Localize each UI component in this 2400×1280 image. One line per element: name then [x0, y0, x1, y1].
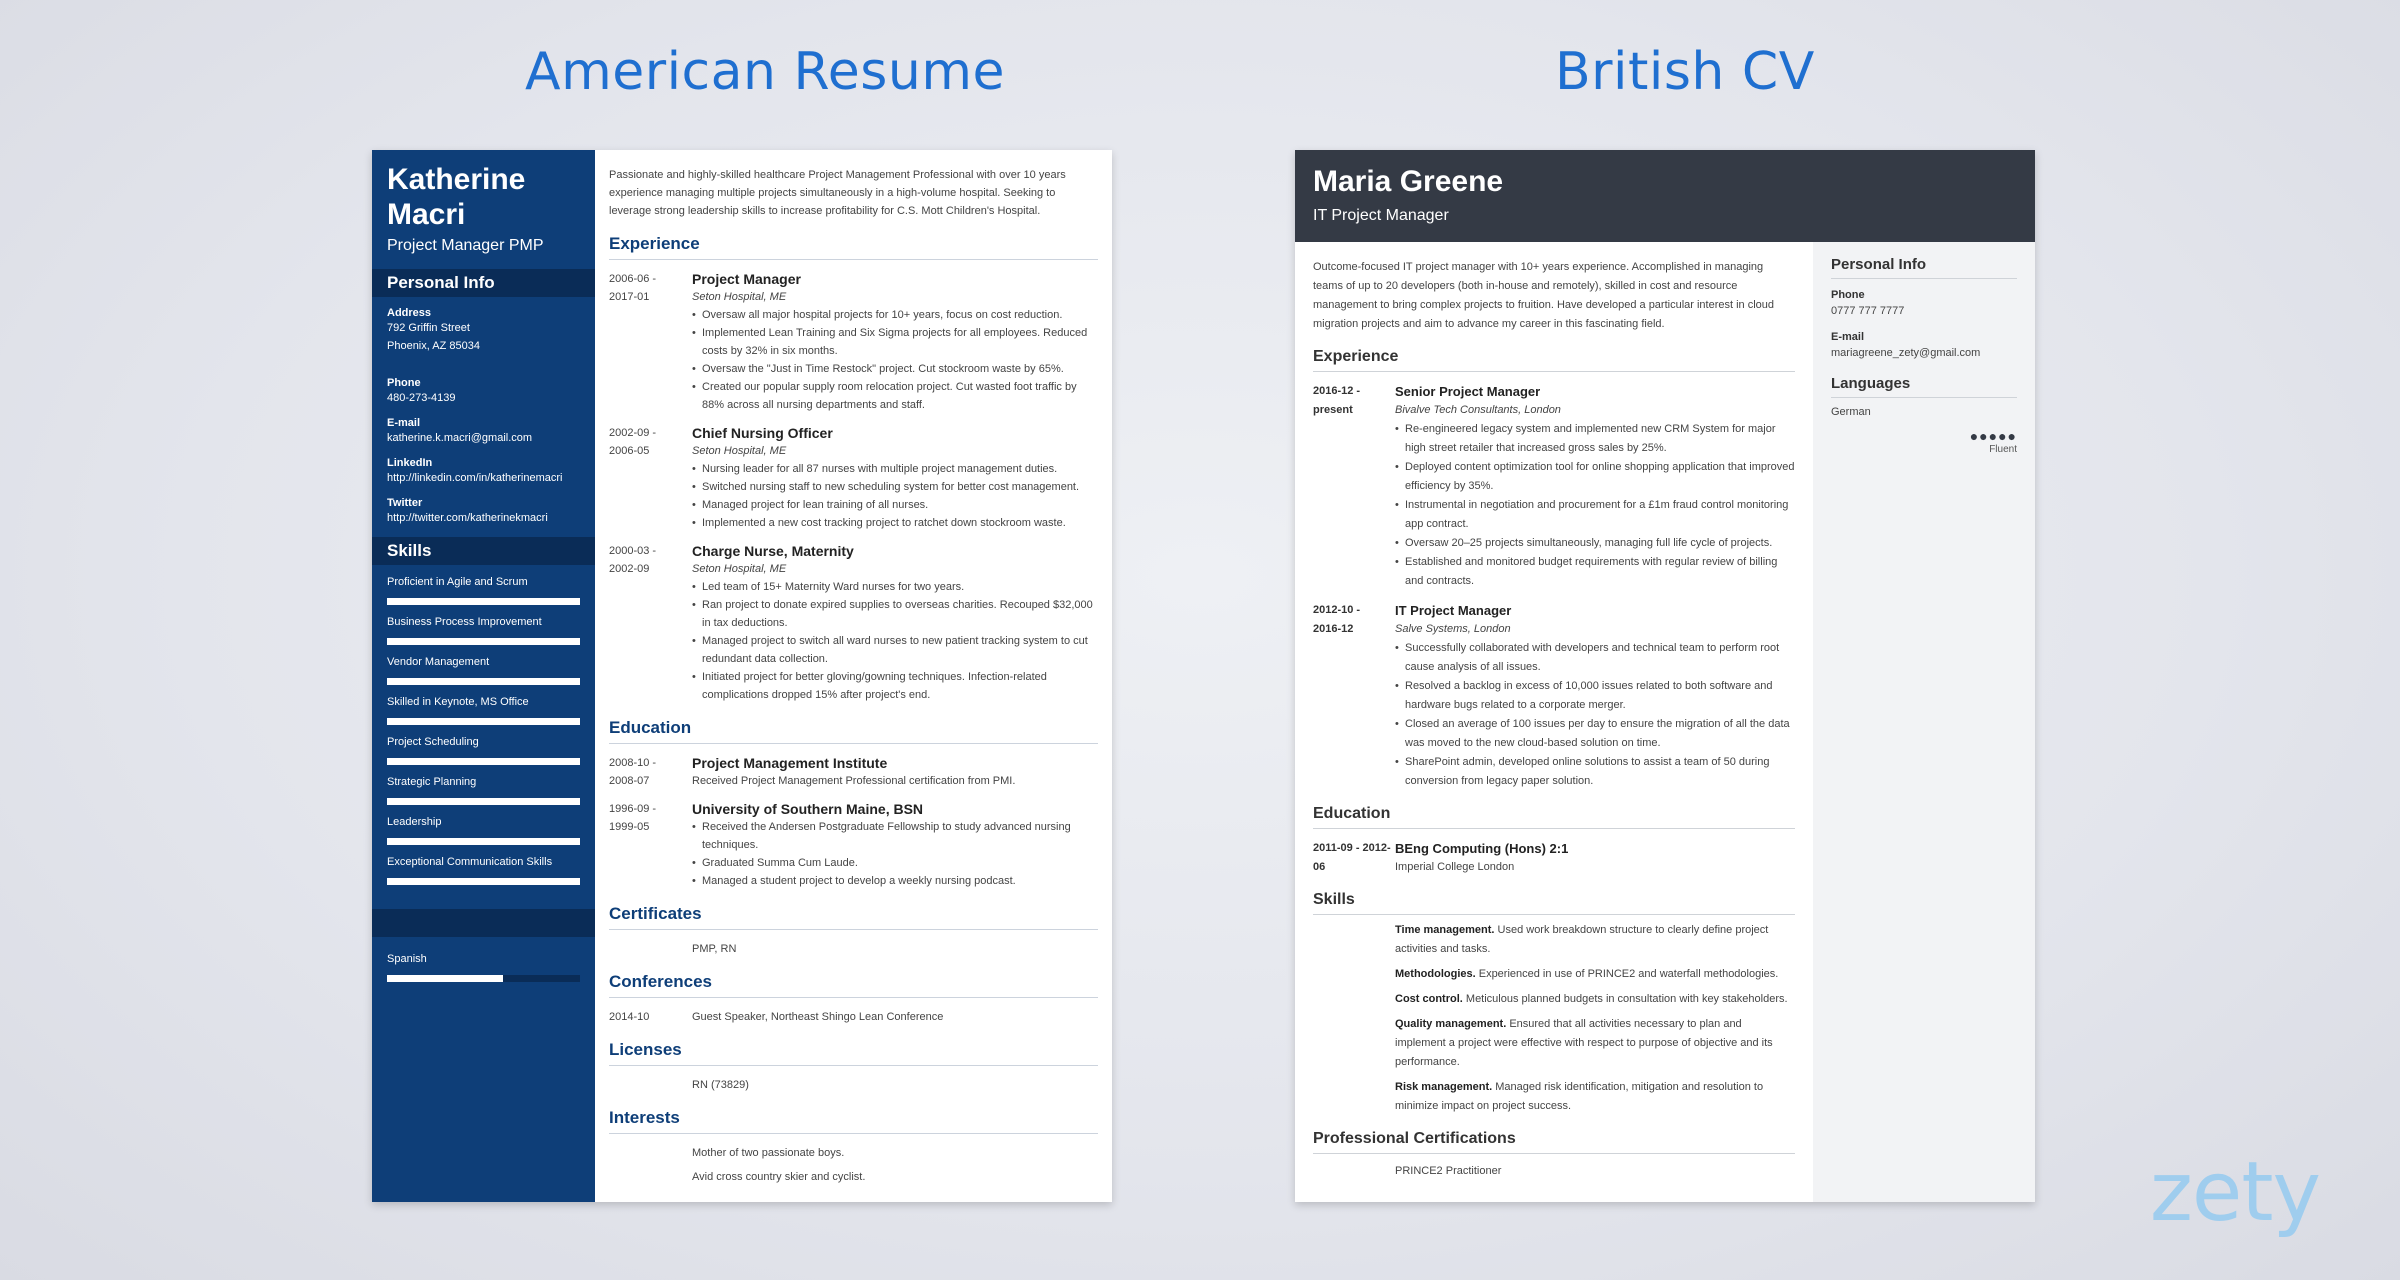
skill-item — [372, 694, 595, 725]
item-content — [1395, 601, 1795, 791]
bullet-list — [692, 578, 1098, 704]
british-sidebar — [1813, 242, 2035, 1202]
zety-logo: zety — [2149, 1145, 2320, 1240]
candidate-name: Maria Greene — [1313, 165, 1504, 198]
skill-item — [372, 654, 595, 685]
company-name: Seton Hospital, ME — [692, 291, 787, 303]
skill-level-bar — [387, 878, 580, 885]
twitter-label: Twitter — [387, 497, 423, 509]
item-content — [692, 800, 1098, 890]
skill-level-bar — [387, 598, 580, 605]
experience-item — [1313, 601, 1795, 791]
experience-item — [609, 754, 1098, 790]
bullet-item: • Resolved a backlog in excess of 10,000 issues related to both software and hardware bugs related to a corporate merger. — [1395, 677, 1795, 715]
bullet-item: • Established and monitored budget requirements with regular review of billing and contracts. — [1395, 553, 1795, 591]
british-cv — [1295, 150, 2035, 1202]
skill-level-bar — [387, 678, 580, 685]
bullet-list — [692, 818, 1098, 890]
licenses-value: RN (73829) — [692, 1079, 749, 1091]
item-title: Chief Nursing Officer — [692, 425, 833, 441]
bullet-item: • Received the Andersen Postgraduate Fellowship to study advanced nursing techniques. — [692, 818, 1098, 854]
skill-name: Business Process Improvement — [387, 616, 542, 628]
skill-item — [372, 854, 595, 885]
linkedin-label: LinkedIn — [387, 457, 433, 469]
skill-name: Exceptional Communication Skills — [387, 856, 553, 868]
skill-item — [372, 614, 595, 645]
candidate-title: IT Project Manager — [1313, 207, 1449, 224]
bullet-list — [692, 306, 1098, 414]
bullet-item: • Deployed content optimization tool for online shopping application that improved efficiency by 35%. — [1395, 458, 1795, 496]
date-range: 1996-09 - 1999-05 — [609, 803, 657, 833]
experience-item — [609, 270, 1098, 414]
conference-row — [609, 1008, 1098, 1026]
experience-list — [609, 270, 1098, 704]
skill-item: Risk management. Managed risk identification, mitigation and resolution to minimize impact on project success. — [1395, 1081, 1764, 1112]
american-sidebar — [372, 150, 595, 1202]
date-range: 2008-10 - 2008-07 — [609, 757, 657, 787]
item-title: University of Southern Maine, BSN — [692, 801, 924, 817]
skills-list — [1313, 921, 1795, 1116]
skill-level-bar — [387, 798, 580, 805]
bullet-list — [1395, 639, 1795, 791]
language-name: German — [1831, 406, 1871, 418]
interests-header: Interests — [609, 1108, 1098, 1134]
item-content — [692, 542, 1098, 704]
education-list — [609, 754, 1098, 890]
item-title: Senior Project Manager — [1395, 384, 1541, 399]
item-content — [1395, 382, 1795, 591]
skill-item — [372, 774, 595, 805]
phone-value: 0777 777 7777 — [1831, 305, 1905, 317]
skill-name: Leadership — [387, 816, 442, 828]
company-name: Bivalve Tech Consultants, London — [1395, 404, 1561, 416]
conference-date: 2014-10 — [609, 1011, 650, 1023]
bullet-item: • Nursing leader for all 87 nurses with multiple project management duties. — [692, 460, 1098, 478]
experience-item — [609, 542, 1098, 704]
education-header: Education — [1313, 805, 1795, 829]
skill-level-fill — [387, 678, 580, 685]
british-header — [1295, 150, 2035, 242]
certificates-header: Certificates — [609, 904, 1098, 930]
bullet-item: • Switched nursing staff to new scheduling system for better cost management. — [692, 478, 1098, 496]
skill-item — [372, 574, 595, 605]
skill-level-bar — [387, 758, 580, 765]
summary: Passionate and highly-skilled healthcare Project Management Professional with over 10 years experience managing multiple projects simultaneously in a high-volume hospital. Seeking to leverage strong leadership skills to increase profitability for C.S. Mott Children's Hospital. — [609, 169, 1066, 217]
skills-list — [372, 574, 595, 885]
bullet-item: • Led team of 15+ Maternity Ward nurses for two years. — [692, 578, 1098, 596]
skill-label: Risk management. — [1395, 1081, 1493, 1093]
skill-label: Time management. — [1395, 924, 1495, 936]
interest-item: Avid cross country skier and cyclist. — [692, 1171, 866, 1183]
experience-header: Experience — [609, 234, 1098, 260]
personal-info-header: Personal Info — [372, 269, 595, 297]
company-name: Seton Hospital, ME — [692, 563, 787, 575]
email-value: mariagreene_zety@gmail.com — [1831, 347, 1981, 359]
linkedin-value: http://linkedin.com/in/katherinemacri — [387, 472, 563, 484]
date-range: 2016-12 - present — [1313, 385, 1361, 416]
american-main — [595, 150, 1112, 1202]
experience-header: Experience — [1313, 348, 1795, 372]
skill-level-fill — [387, 838, 580, 845]
certifications-header: Professional Certifications — [1313, 1130, 1795, 1154]
language-level-bar — [387, 975, 580, 982]
experience-item — [609, 800, 1098, 890]
bullet-list — [1395, 420, 1795, 591]
skills-header: Skills — [372, 537, 595, 565]
experience-item — [1313, 382, 1795, 591]
phone-label: Phone — [1831, 289, 1865, 301]
skill-level-bar — [387, 718, 580, 725]
bullet-item: • Oversaw the "Just in Time Restock" project. Cut stockroom waste by 65%. — [692, 360, 1098, 378]
item-content — [692, 270, 1098, 414]
item-title: Project Manager — [692, 271, 801, 287]
date-range: 2012-10 - 2016-12 — [1313, 604, 1361, 635]
bullet-item: • Initiated project for better gloving/gowning techniques. Infection-related complications dropped 15% after project's end. — [692, 668, 1098, 704]
skill-name: Proficient in Agile and Scrum — [387, 576, 528, 588]
bullet-item: • Managed project to switch all ward nurses to new patient tracking system to cut redundant data collection. — [692, 632, 1098, 668]
skill-item — [372, 734, 595, 765]
company-name: Seton Hospital, ME — [692, 445, 787, 457]
item-content — [692, 754, 1098, 790]
language-level-text: Fluent — [1989, 444, 2017, 455]
licenses-row — [609, 1076, 1098, 1094]
bullet-item: • Created our popular supply room relocation project. Cut wasted foot traffic by 88% across all nursing departments and staff. — [692, 378, 1098, 414]
summary: Outcome-focused IT project manager with 10+ years experience. Accomplished in managing teams of up to 20 developers (both in-house and remotely), skilled in cost and resource management to bring complex projects to fruition. Have developed a particular interest in cloud migration projects and aim to advance my career in this fascinating field. — [1313, 261, 1775, 330]
date-range: 2002-09 - 2006-05 — [609, 427, 657, 457]
licenses-header: Licenses — [609, 1040, 1098, 1066]
interests-row — [609, 1144, 1098, 1186]
skill-item: Quality management. Ensured that all activities necessary to plan and implement a project were effective with respect to purpose of objective and its performance. — [1395, 1018, 1773, 1068]
skill-item: Cost control. Meticulous planned budgets in consultation with key stakeholders. — [1395, 993, 1788, 1005]
candidate-title: Project Manager PMP — [387, 237, 544, 254]
education-title: BEng Computing (Hons) 2:1 — [1395, 841, 1569, 856]
certificates-row — [609, 940, 1098, 958]
language-name: Spanish — [387, 953, 427, 965]
languages-header: Languages — [1831, 375, 2017, 398]
skill-item: Methodologies. Experienced in use of PRINCE2 and waterfall methodologies. — [1395, 968, 1779, 980]
languages-header-bar — [372, 909, 595, 937]
bullet-item: • Oversaw 20–25 projects simultaneously, managing full life cycle of projects. — [1395, 534, 1795, 553]
twitter-value: http://twitter.com/katherinekmacri — [387, 512, 548, 524]
british-main — [1295, 242, 1813, 1202]
education-school: Imperial College London — [1395, 861, 1515, 873]
skill-name: Vendor Management — [387, 656, 490, 668]
education-header: Education — [609, 718, 1098, 744]
item-title: Charge Nurse, Maternity — [692, 543, 854, 559]
conferences-header: Conferences — [609, 972, 1098, 998]
language-level-dots: ●●●●● — [1969, 428, 2017, 444]
language-item — [372, 951, 595, 982]
bullet-item: • Successfully collaborated with developers and technical team to perform root cause analysis of all issues. — [1395, 639, 1795, 677]
bullet-item: • Oversaw all major hospital projects for 10+ years, focus on cost reduction. — [692, 306, 1098, 324]
bullet-item: • Managed a student project to develop a weekly nursing podcast. — [692, 872, 1098, 890]
address-line: Phoenix, AZ 85034 — [387, 340, 480, 352]
bullet-item: • Ran project to donate expired supplies to overseas charities. Recouped $32,000 in tax deductions. — [692, 596, 1098, 632]
email-label: E-mail — [1831, 331, 1865, 343]
skill-label: Quality management. — [1395, 1018, 1507, 1030]
bullet-item: • SharePoint admin, developed online solutions to assist a team of 50 during conversion from legacy paper solution. — [1395, 753, 1795, 791]
candidate-name: Katherine Macri — [387, 163, 526, 231]
email-label: E-mail — [387, 417, 421, 429]
skill-level-bar — [387, 838, 580, 845]
skill-level-fill — [387, 598, 580, 605]
item-title: IT Project Manager — [1395, 603, 1512, 618]
skill-level-bar — [387, 638, 580, 645]
certificates-value: PMP, RN — [692, 943, 737, 955]
skill-level-fill — [387, 758, 580, 765]
phone-label: Phone — [387, 377, 421, 389]
email-value: katherine.k.macri@gmail.com — [387, 432, 533, 444]
experience-item — [609, 424, 1098, 532]
skills-header: Skills — [1313, 891, 1795, 915]
skill-level-fill — [387, 878, 580, 885]
bullet-list — [692, 460, 1098, 532]
skill-item — [372, 814, 595, 845]
item-description: Received Project Management Professional certification from PMI. — [692, 775, 1016, 787]
american-resume — [372, 150, 1112, 1202]
skill-name: Project Scheduling — [387, 736, 479, 748]
skill-label: Methodologies. — [1395, 968, 1476, 980]
bullet-item: • Graduated Summa Cum Laude. — [692, 854, 1098, 872]
address-line: 792 Griffin Street — [387, 322, 470, 334]
experience-list — [1313, 382, 1795, 791]
phone-value: 480-273-4139 — [387, 392, 456, 404]
skill-level-fill — [387, 638, 580, 645]
date-range: 2000-03 - 2002-09 — [609, 545, 657, 575]
education-date: 2011-09 - 2012-06 — [1313, 842, 1391, 873]
british-cv-heading: British CV — [1555, 42, 1815, 102]
american-resume-heading: American Resume — [525, 42, 1005, 102]
certification-value: PRINCE2 Practitioner — [1395, 1165, 1502, 1177]
bullet-item: • Implemented Lean Training and Six Sigma projects for all employees. Reduced costs by 32% in six months. — [692, 324, 1098, 360]
skill-name: Strategic Planning — [387, 776, 477, 788]
skill-name: Skilled in Keynote, MS Office — [387, 696, 529, 708]
address-label: Address — [387, 307, 432, 319]
education-item — [1313, 839, 1795, 877]
bullet-item: • Instrumental in negotiation and procurement for a £1m fraud control monitoring app contract. — [1395, 496, 1795, 534]
language-level-fill — [387, 975, 503, 982]
skill-level-fill — [387, 718, 580, 725]
bullet-item: • Managed project for lean training of all nurses. — [692, 496, 1098, 514]
conference-text: Guest Speaker, Northeast Shingo Lean Conference — [692, 1011, 944, 1023]
skill-label: Cost control. — [1395, 993, 1463, 1005]
bullet-item: • Implemented a new cost tracking project to ratchet down stockroom waste. — [692, 514, 1098, 532]
bullet-item: • Closed an average of 100 issues per day to ensure the migration of all the data was moved to the new cloud-based solution on time. — [1395, 715, 1795, 753]
date-range: 2006-06 - 2017-01 — [609, 273, 657, 303]
interest-item: Mother of two passionate boys. — [692, 1147, 845, 1159]
personal-info-header: Personal Info — [1831, 256, 2017, 279]
company-name: Salve Systems, London — [1395, 623, 1511, 635]
item-title: Project Management Institute — [692, 755, 888, 771]
skill-level-fill — [387, 798, 580, 805]
item-content — [692, 424, 1098, 532]
bullet-item: • Re-engineered legacy system and implemented new CRM System for major high street retailer that increased gross sales by 25%. — [1395, 420, 1795, 458]
skill-item: Time management. Used work breakdown structure to clearly define project activities and tasks. — [1395, 924, 1769, 955]
